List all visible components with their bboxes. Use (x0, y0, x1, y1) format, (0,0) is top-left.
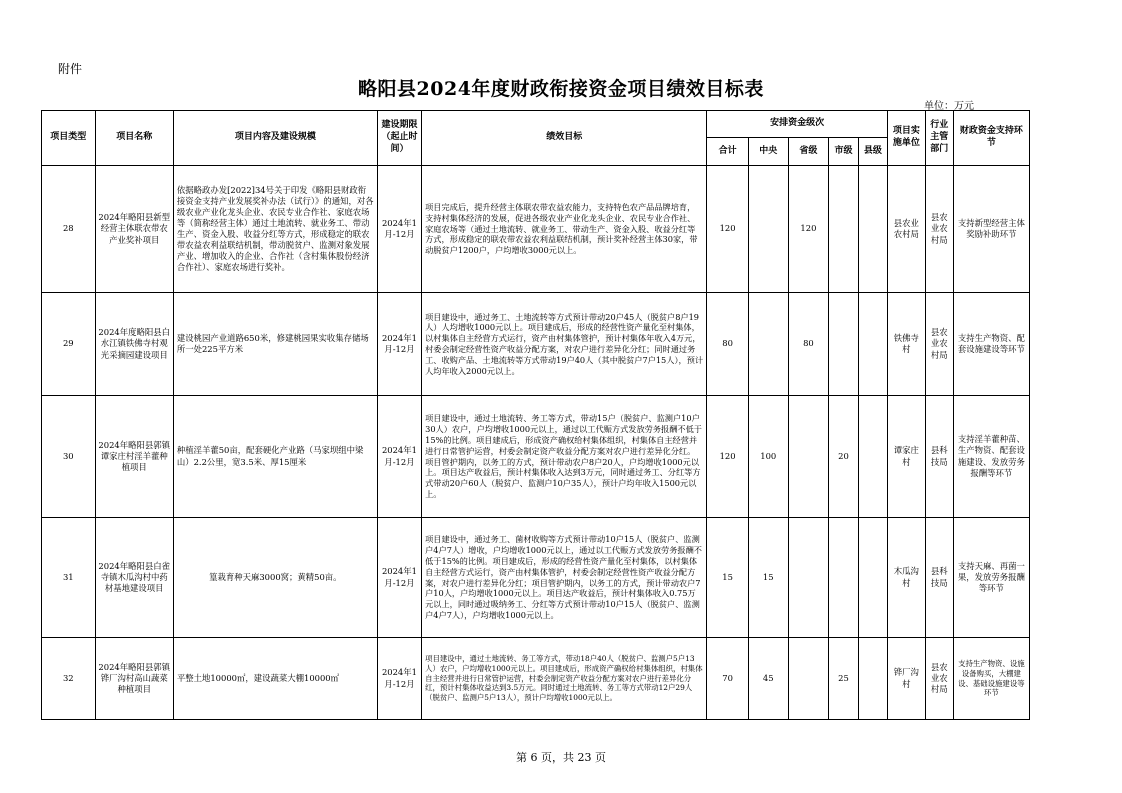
cell-period: 2024年1月-12月 (377, 166, 421, 293)
cell-city (829, 293, 859, 396)
cell-goals: 项目建设中，通过土地流转、务工等方式，带动18户40人（脱贫户、监测户5户13人）农户，户均增收1000元以上。项目建成后，形成资产确权给村集体组织，村集体自主经营并进行日常管护运营，村委会制定资产收益分配方案对农户进行差异化分红，预计村集体收益达到3.5万元。同时通过土地流转、务工等方式带动12户29人（脱贫户、监测户5户13人），预计户均增收1000元以上。 (422, 638, 707, 720)
cell-city: 25 (829, 638, 859, 720)
header-content: 项目内容及建设规模 (173, 111, 377, 166)
performance-table (41, 110, 1030, 720)
cell-support: 支持新型经营主体奖励补助环节 (953, 166, 1029, 293)
table-row (42, 293, 1030, 396)
cell-support: 支持天麻、再菌一果，发放劳务报酬等环节 (953, 518, 1029, 638)
cell-central: 15 (748, 518, 788, 638)
cell-name: 2024年略阳县郭镇谭家庄村淫羊藿种植项目 (95, 396, 173, 518)
header-county: 县级 (858, 138, 887, 166)
cell-province: 80 (788, 293, 828, 396)
cell-province (788, 638, 828, 720)
cell-total: 120 (707, 396, 748, 518)
page-number: 第 6 页，共 23 页 (516, 751, 606, 764)
cell-total: 15 (707, 518, 748, 638)
unit-label: 单位：万元 (924, 101, 974, 112)
cell-dept: 县农业农村局 (925, 293, 953, 396)
table-row (42, 396, 1030, 518)
table-row (42, 638, 1030, 720)
cell-total: 120 (707, 166, 748, 293)
cell-county (858, 518, 887, 638)
cell-central (748, 166, 788, 293)
cell-period: 2024年1月-12月 (377, 638, 421, 720)
cell-type: 31 (42, 518, 96, 638)
cell-content: 种植淫羊藿50亩，配套硬化产业路（马家坝组中梁山）2.2公里，宽3.5米、厚15厘米 (173, 396, 377, 518)
cell-county (858, 638, 887, 720)
cell-goals: 项目完成后，提升经营主体联农带农益农能力，支持特色农产品品牌培育，支持村集体经济的发展，促进各级农业产业化龙头企业、农民专业合作社、家庭农场等（通过土地流转、就业务工、带动生产、资金入股、收益分红等方式，形成稳定的联农带农益农利益联结机制，预计奖补经营主体30家，带动脱贫户1200户，户均增收3000元以上。 (422, 166, 707, 293)
cell-content: 平整土地10000㎡，建设蔬菜大棚10000㎡ (173, 638, 377, 720)
cell-type: 28 (42, 166, 96, 293)
cell-central: 100 (748, 396, 788, 518)
cell-support: 支持生产物资、设施设备购买，大棚建设、基础设施建设等环节 (953, 638, 1029, 720)
cell-central (748, 293, 788, 396)
cell-type: 32 (42, 638, 96, 720)
cell-content: 依据略政办发[2022]34号关于印发《略阳县财政衔接资金支持产业发展奖补办法（试行）》的通知，对各级农业产业化龙头企业、农民专业合作社、家庭农场等（简称经营主体）通过土地流转、就业务工、带动生产、资金入股、收益分红等方式，形成稳定的联农带农益农利益联结机制，带动脱贫户、监测对象发展产业、增加收入的企业、合作社（含村集体股份经济合作社）、家庭农场进行奖补。 (173, 166, 377, 293)
cell-county (858, 166, 887, 293)
cell-period: 2024年1月-12月 (377, 396, 421, 518)
header-province: 省级 (788, 138, 828, 166)
header-central: 中央 (748, 138, 788, 166)
header-total: 合计 (707, 138, 748, 166)
header-city: 市级 (829, 138, 859, 166)
cell-content: 建设桃园产业道路650米，修建桃园果实收集存储场所一处225平方米 (173, 293, 377, 396)
header-support: 财政资金支持环节 (953, 111, 1029, 166)
cell-city (829, 518, 859, 638)
header-period: 建设期限（起止时间） (377, 111, 421, 166)
cell-province (788, 518, 828, 638)
cell-type: 29 (42, 293, 96, 396)
cell-impl-unit: 木瓜沟村 (887, 518, 925, 638)
cell-goals: 项目建设中，通过务工、土地流转等方式预计带动20户45人（脱贫户8户19人）人均增收1000元以上。项目建成后，形成的经营性资产量化至村集体，以村集体自主经营方式运行，资产由村集体管护，预计村集体年收入4万元，村委会制定经营性资产收益分配方案，对农户进行差异化分红；同时通过务工、收购产品、土地流转等方式带动19户40人（其中脱贫户7户15人），预计人均年收入2000元以上。 (422, 293, 707, 396)
cell-total: 80 (707, 293, 748, 396)
table-row (42, 518, 1030, 638)
cell-city (829, 166, 859, 293)
cell-goals: 项目建设中，通过务工、菌材收购等方式预计带动10户15人（脱贫户、监测户4户7人）增收，户均增收1000元以上，通过以工代赈方式发放劳务报酬不低于15%的比例。项目建成后，形成的经营性资产量化至村集体，以村集体自主经营方式运行，资产由村集体管护，村委会制定经营性资产收益分配方案，对农户进行差异化分红；项目管护期内，以务工的方式，预计带动农户7户10人，户均增收1000元以上。项目达产收益后，预计村集体收入0.75万元以上，同时通过吸纳务工、分红等方式预计带动10户15人（脱贫户、监测户4户7人），户均增收1000元以上。 (422, 518, 707, 638)
cell-name: 2024年略阳县新型经营主体联农带农产业奖补项目 (95, 166, 173, 293)
cell-dept: 县科技局 (925, 518, 953, 638)
header-dept: 行业主管部门 (925, 111, 953, 166)
header-funds: 安排资金级次 (707, 111, 887, 138)
cell-county (858, 396, 887, 518)
cell-name: 2024年略阳县白雀寺镇木瓜沟村中药材基地建设项目 (95, 518, 173, 638)
cell-period: 2024年1月-12月 (377, 293, 421, 396)
cell-impl-unit: 县农业农村局 (887, 166, 925, 293)
cell-county (858, 293, 887, 396)
cell-province (788, 396, 828, 518)
header-name: 项目名称 (95, 111, 173, 166)
cell-dept: 县农业农村局 (925, 166, 953, 293)
cell-central: 45 (748, 638, 788, 720)
header-goals: 绩效目标 (422, 111, 707, 166)
cell-support: 支持生产物资、配套设施建设等环节 (953, 293, 1029, 396)
cell-city: 20 (829, 396, 859, 518)
document-title: 略阳县2024年度财政衔接资金项目绩效目标表 (358, 78, 764, 100)
cell-province: 120 (788, 166, 828, 293)
header-impl-unit: 项目实施单位 (887, 111, 925, 166)
cell-dept: 县农业农村局 (925, 638, 953, 720)
cell-impl-unit: 铁佛寺村 (887, 293, 925, 396)
cell-type: 30 (42, 396, 96, 518)
header-type: 项目类型 (42, 111, 96, 166)
cell-name: 2024年度略阳县白水江镇铁佛寺村观光采摘园建设项目 (95, 293, 173, 396)
cell-name: 2024年略阳县郭镇铧厂沟村高山蔬菜种植项目 (95, 638, 173, 720)
cell-period: 2024年1月-12月 (377, 518, 421, 638)
cell-impl-unit: 铧厂沟村 (887, 638, 925, 720)
cell-dept: 县科技局 (925, 396, 953, 518)
table-row (42, 166, 1030, 293)
attachment-label: 附件 (58, 62, 83, 76)
cell-goals: 项目建设中，通过土地流转、务工等方式，带动15户（脱贫户、监测户10户30人）农户，户均增收1000元以上，通过以工代赈方式发放劳务报酬不低于15%的比例。项目建成后，形成资产确权给村集体组织，村集体自主经营并进行日常管护运营，村委会制定资产收益分配方案对农户进行差异化分红。项目管护期内，以务工的方式，预计带动农户8户20人，户均增收1000元以上。项目达产收益后，预计村集体收入达到3万元，同时通过务工、分红等方式带动20户60人（脱贫户、监测户10户35人），预计户均年收入1500元以上。 (422, 396, 707, 518)
cell-content: 篁栽育种天麻3000窝；黄精50亩。 (173, 518, 377, 638)
cell-support: 支持淫羊藿种苗、生产物资、配套设施建设、发放劳务报酬等环节 (953, 396, 1029, 518)
cell-total: 70 (707, 638, 748, 720)
cell-impl-unit: 谭家庄村 (887, 396, 925, 518)
